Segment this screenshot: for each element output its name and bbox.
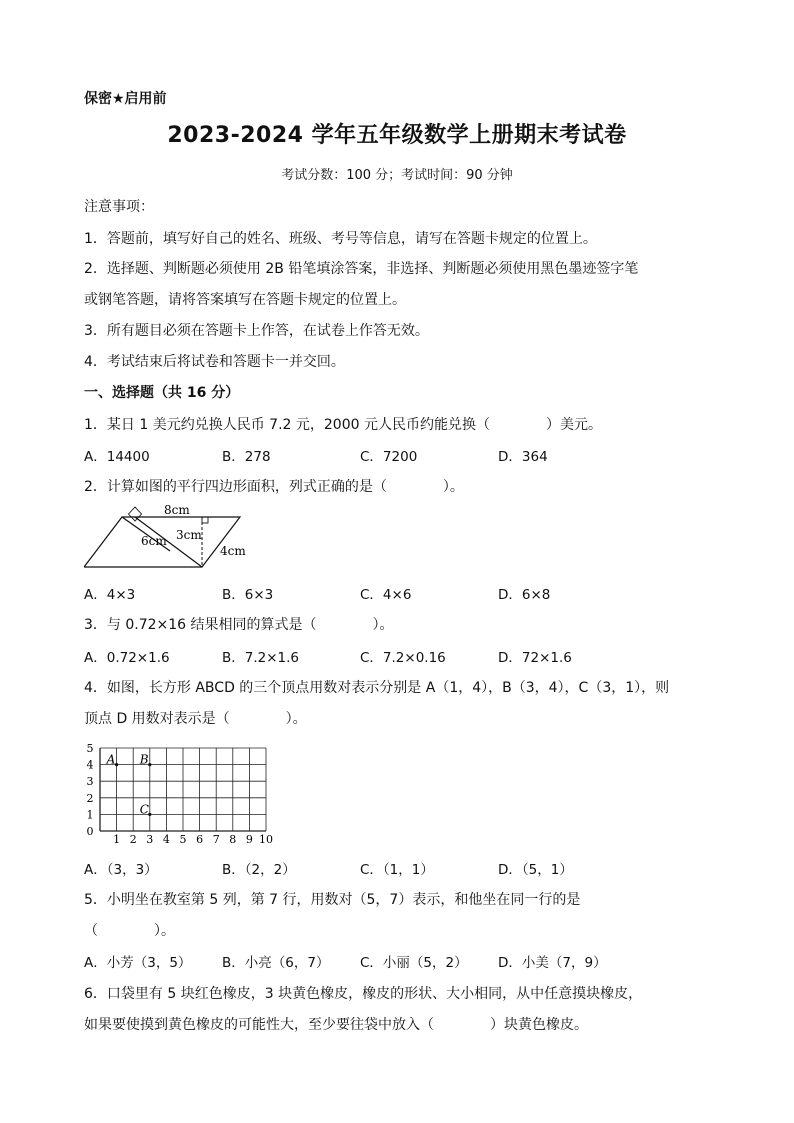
question-2-text: 2．计算如图的平行四边形面积，列式正确的是（ ）。 — [84, 479, 464, 495]
y-tick-label: 1 — [86, 808, 94, 822]
q4-option-b: B．（2，2） — [222, 862, 296, 878]
q3-option-b: B．7.2×1.6 — [222, 650, 300, 666]
exam-info: 考试分数：100 分；考试时间：90 分钟 — [281, 168, 513, 183]
x-tick-label: 7 — [212, 833, 220, 846]
q5-option-b: B．小亮（6，7） — [222, 955, 330, 971]
confidential-label: 保密★启用前 — [84, 91, 167, 107]
label-8cm: 8cm — [164, 503, 190, 517]
x-tick-label: 3 — [146, 833, 154, 846]
coordinate-grid — [84, 740, 284, 846]
q2-option-b: B．6×3 — [222, 587, 274, 603]
q2-option-d: D．6×8 — [498, 587, 551, 603]
question-1-text: 1．某日 1 美元约兑换人民币 7.2 元，2000 元人民币约能兑换（ ）美元。 — [84, 417, 602, 433]
q1-option-d: D．364 — [498, 449, 548, 465]
y-tick-label: 0 — [86, 825, 94, 838]
grid-point — [115, 763, 118, 766]
x-tick-label: 9 — [245, 833, 253, 846]
page-title: 2023-2024 学年五年级数学上册期末考试卷 — [167, 123, 627, 148]
x-tick-label: 1 — [113, 833, 121, 846]
y-tick-label: 4 — [86, 758, 94, 772]
y-tick-label: 5 — [86, 742, 94, 755]
q5-option-c: C．小丽（5，2） — [360, 955, 468, 971]
note-item: 2．选择题、判断题必须使用 2B 铅笔填涂答案，非选择、判断题必须使用黑色墨迹签字笔 — [84, 261, 639, 277]
question-4-text-cont: 顶点 D 用数对表示是（ ）。 — [84, 711, 307, 727]
x-tick-label: 5 — [179, 833, 187, 846]
q1-option-b: B．278 — [222, 449, 271, 465]
q5-option-d: D．小美（7，9） — [498, 955, 607, 971]
q4-option-c: C．（1，1） — [360, 862, 434, 878]
y-tick-label: 3 — [86, 775, 94, 789]
q2-option-c: C．4×6 — [360, 587, 412, 603]
question-6-text-cont: 如果要使摸到黄色橡皮的可能性大，至少要往袋中放入（ ）块黄色橡皮。 — [84, 1017, 588, 1033]
q3-option-d: D．72×1.6 — [498, 650, 572, 666]
question-4-text: 4．如图，长方形 ABCD 的三个顶点用数对表示分别是 A（1，4），B（3，4），C（3，1），则 — [84, 680, 670, 696]
x-tick-label: 10 — [259, 833, 273, 846]
note-item: 4．考试结束后将试卷和答题卡一并交回。 — [84, 354, 345, 370]
question-6-text: 6．口袋里有 5 块红色橡皮，3 块黄色橡皮，橡皮的形状、大小相同，从中任意摸块橡皮， — [84, 986, 643, 1002]
q1-option-c: C．7200 — [360, 449, 418, 465]
section-heading: 一、选择题（共 16 分） — [84, 385, 240, 401]
label-3cm: 3cm — [176, 528, 202, 542]
question-5-text: 5．小明坐在教室第 5 列，第 7 行，用数对（5，7）表示，和他坐在同一行的是 — [84, 892, 581, 908]
note-item: 3．所有题目必须在答题卡上作答，在试卷上作答无效。 — [84, 323, 429, 339]
q4-option-a: A．（3，3） — [84, 862, 158, 878]
x-tick-label: 6 — [196, 833, 204, 846]
q5-option-a: A．小芳（3，5） — [84, 955, 192, 971]
x-tick-label: 2 — [129, 833, 137, 846]
label-6cm: 6cm — [141, 534, 167, 548]
question-3-text: 3．与 0.72×16 结果相同的算式是（ ）。 — [84, 617, 394, 633]
q4-option-d: D．（5，1） — [498, 862, 573, 878]
question-5-text-cont: （ ）。 — [84, 923, 175, 939]
q3-option-c: C．7.2×0.16 — [360, 650, 446, 666]
notes-heading: 注意事项： — [84, 199, 154, 215]
point-label: A — [106, 752, 116, 767]
note-item: 1．答题前，填写好自己的姓名、班级、考号等信息，请写在答题卡规定的位置上。 — [84, 231, 597, 247]
point-label: C — [139, 802, 149, 817]
label-4cm: 4cm — [220, 544, 246, 558]
grid-point — [148, 763, 151, 766]
y-tick-label: 2 — [86, 791, 94, 805]
q3-option-a: A．0.72×1.6 — [84, 650, 170, 666]
point-label: B — [139, 752, 149, 767]
x-tick-label: 8 — [229, 833, 237, 846]
q1-option-a: A．14400 — [84, 449, 150, 465]
x-tick-label: 4 — [162, 833, 170, 846]
parallelogram-figure — [84, 503, 254, 573]
q2-option-a: A．4×3 — [84, 587, 136, 603]
note-item: 或钢笔答题，请将答案填写在答题卡规定的位置上。 — [84, 292, 406, 308]
